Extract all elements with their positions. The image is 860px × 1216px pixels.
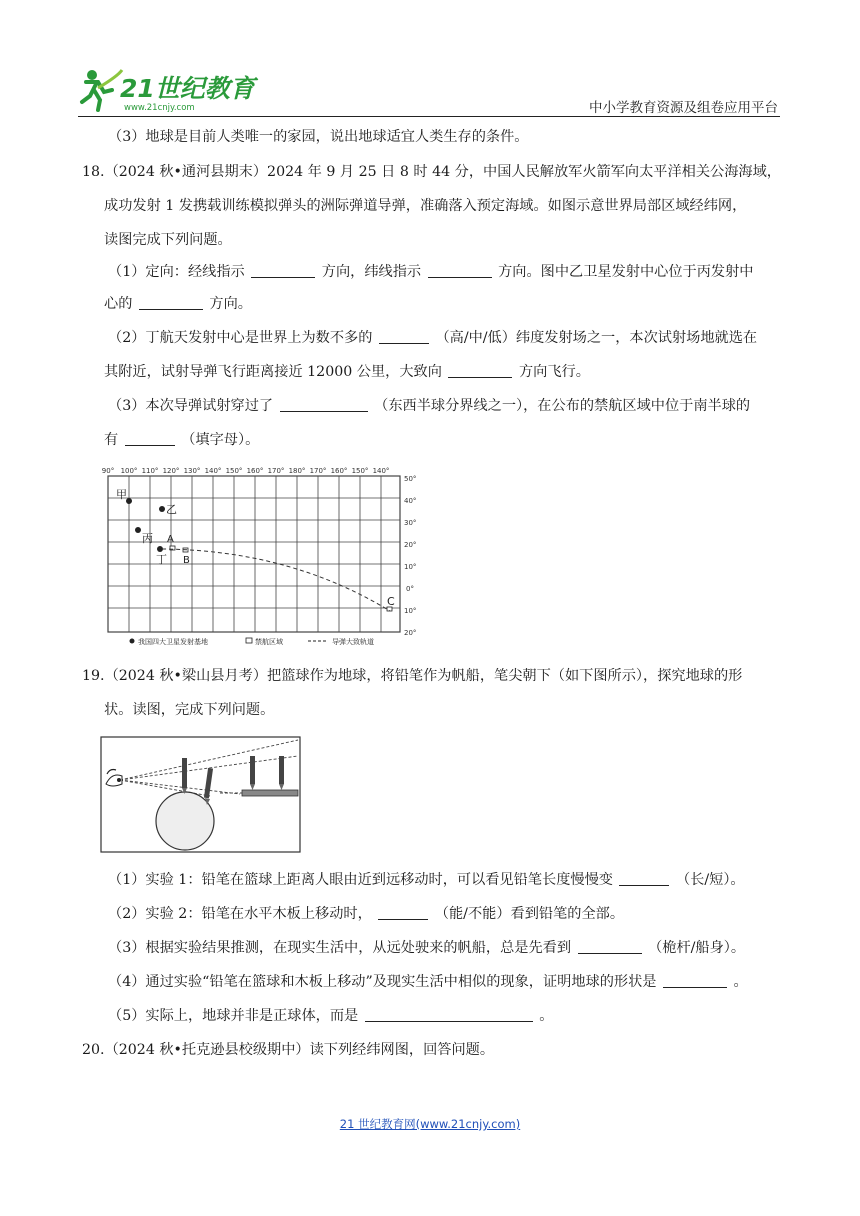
basketball (156, 792, 214, 850)
logo-text: 21世纪教育 (120, 74, 255, 103)
lon-label: 160° (330, 467, 348, 475)
lon-label: 170° (267, 467, 285, 475)
q18-part3-line1 (108, 396, 750, 416)
lon-label: 180° (288, 467, 306, 475)
q18-p3-text-c: 有 (104, 432, 119, 448)
legend-sites: 我国四大卫星发射基地 (138, 638, 208, 646)
lat-label: 30° (404, 519, 417, 527)
legend-zone: 禁航区域 (255, 638, 283, 646)
map-grid (108, 476, 400, 632)
q18-p2-text-b: （高/中/低）纬度发射场之一，本次试射场地就选在 (435, 330, 758, 346)
longitude-labels (102, 467, 390, 475)
lon-label: 90° (101, 467, 115, 475)
lat-label: 20° (404, 541, 417, 549)
experiment-figure (100, 736, 302, 854)
lat-label: 0° (406, 585, 414, 593)
q19-p1-text-b: （长/短）。 (675, 872, 745, 888)
q19-p3-text-b: （桅杆/船身）。 (648, 940, 746, 956)
platform-title: 中小学教育资源及组卷应用平台 (589, 100, 778, 116)
q19-part5 (108, 1006, 553, 1026)
site-yi-label: 乙 (166, 503, 177, 516)
q20-line1: 20.（2024 秋•托克逊县校级期中）读下列经纬网图，回答问题。 (82, 1042, 495, 1058)
q19-line1: 19.（2024 秋•梁山县月考）把篮球作为地球，将铅笔作为帆船，笔尖朝下（如下图所示），探究地球的形 (82, 668, 743, 684)
q19-p5-text-a: （5）实际上，地球并非是正球体，而是 (108, 1008, 359, 1024)
lon-label: 100° (120, 467, 138, 475)
q17-part3: （3）地球是目前人类唯一的家园，说出地球适宜人类生存的条件。 (108, 129, 529, 145)
q19-p1-text-a: （1）实验 1：铅笔在篮球上距离人眼由近到远移动时，可以看见铅笔长度慢慢变 (108, 872, 613, 888)
map-legend (130, 637, 375, 646)
header-rule (78, 116, 780, 117)
q19-part1 (108, 870, 745, 890)
q18-p1-text-d: 心的 (104, 296, 133, 312)
answer-blank[interactable] (379, 329, 429, 344)
lat-label: 10° (404, 607, 417, 615)
answer-blank[interactable] (378, 905, 428, 920)
answer-blank[interactable] (251, 263, 315, 278)
answer-blank[interactable] (663, 973, 727, 988)
lon-label: 120° (162, 467, 180, 475)
q18-p1-text-a: （1）定向：经线指示 (108, 264, 245, 280)
q18-part1-line2 (104, 294, 252, 314)
q19-p5-text-b: 。 (539, 1008, 554, 1024)
q18-p3-text-b: （东西半球分界线之一），在公布的禁航区域中位于南半球的 (374, 398, 751, 414)
q19-p4-text-a: （4）通过实验“铅笔在篮球和木板上移动”及现实生活中相似的现象，证明地球的形状是 (108, 974, 657, 990)
q18-p3-text-d: （填字母）。 (181, 432, 260, 448)
legend-track: 导弹大致轨道 (332, 638, 374, 646)
logo-runner-icon (78, 66, 278, 114)
zone-b-label: B (183, 555, 190, 566)
lon-label: 160° (246, 467, 264, 475)
site-ding-label: 丁 (156, 553, 167, 566)
answer-blank[interactable] (139, 295, 203, 310)
q19-part4 (108, 972, 748, 992)
q19-part3 (108, 938, 745, 958)
zone-a-label: A (167, 534, 174, 545)
site-bing-label: 丙 (142, 532, 153, 545)
q18-line2: 成功发射 1 发携载训练模拟弹头的洲际弹道导弹，准确落入预定海域。如图示意世界局部区域经纬网， (104, 198, 747, 214)
q18-part2-line1 (108, 328, 757, 348)
q18-p3-text-a: （3）本次导弹试射穿过了 (108, 398, 274, 414)
q18-line1: 18.（2024 秋•通河县期末）2024 年 9 月 25 日 8 时 44 分，中国人民解放军火箭军向太平洋相关公海海域， (82, 164, 781, 180)
q18-p1-text-e: 方向。 (209, 296, 252, 312)
lat-label: 40° (404, 497, 417, 505)
q19-p4-text-b: 。 (733, 974, 748, 990)
q18-p2-text-d: 方向飞行。 (518, 364, 590, 380)
site-jia-label: 甲 (116, 488, 127, 501)
lon-label: 140° (204, 467, 222, 475)
q18-part2-line2 (104, 362, 590, 382)
answer-blank[interactable] (578, 939, 642, 954)
lat-label: 50° (404, 475, 417, 483)
q18-p1-text-c: 方向。图中乙卫星发射中心位于丙发射中 (498, 264, 754, 280)
latitude-labels (404, 475, 416, 637)
q18-part3-line2 (104, 430, 259, 450)
page-footer (0, 1113, 860, 1132)
q18-line3: 读图完成下列问题。 (104, 232, 232, 248)
q18-p1-text-b: 方向，纬线指示 (321, 264, 422, 280)
footer-link[interactable]: 21 世纪教育网(www.21cnjy.com) (339, 1117, 521, 1131)
q19-part2 (108, 904, 624, 924)
q19-p2-text-b: （能/不能）看到铅笔的全部。 (434, 906, 625, 922)
wooden-board (242, 790, 298, 796)
lat-label: 10° (404, 563, 417, 571)
answer-blank[interactable] (125, 431, 175, 446)
answer-blank[interactable] (280, 397, 368, 412)
answer-blank[interactable] (365, 1007, 533, 1022)
answer-blank[interactable] (428, 263, 492, 278)
lon-label: 150° (225, 467, 243, 475)
legend-site-icon (130, 639, 135, 644)
site-bing-dot (135, 527, 141, 533)
lon-label: 140° (372, 467, 390, 475)
answer-blank[interactable] (619, 871, 669, 886)
lon-label: 170° (309, 467, 327, 475)
site-yi-dot (159, 506, 165, 512)
answer-blank[interactable] (448, 363, 512, 378)
q19-p2-text-a: （2）实验 2：铅笔在水平木板上移动时， (108, 906, 372, 922)
graticule-map (100, 466, 430, 650)
page-header (78, 66, 780, 118)
q18-part1-line1 (108, 262, 754, 282)
logo-subtext: www.21cnjy.com (124, 103, 195, 113)
lon-label: 130° (183, 467, 201, 475)
q18-p2-text-c: 其附近，试射导弹飞行距离接近 12000 公里，大致向 (104, 364, 442, 380)
zone-c-label: C (387, 595, 395, 608)
q19-p3-text-a: （3）根据实验结果推测，在现实生活中，从远处驶来的帆船，总是先看到 (108, 940, 572, 956)
lat-label: 20° (404, 629, 417, 637)
lon-label: 150° (351, 467, 369, 475)
legend-zone-icon (246, 638, 252, 643)
q18-p2-text-a: （2）丁航天发射中心是世界上为数不多的 (108, 330, 373, 346)
lon-label: 110° (141, 467, 159, 475)
q19-line2: 状。读图，完成下列问题。 (104, 702, 275, 718)
